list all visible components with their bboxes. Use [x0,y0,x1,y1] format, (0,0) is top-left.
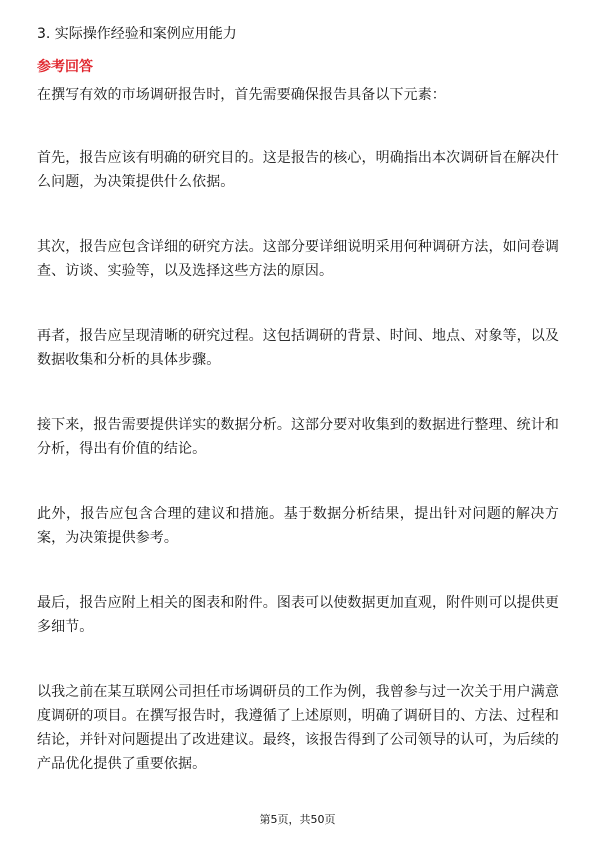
answer-paragraph-intro: 在撰写有效的市场调研报告时，首先需要确保报告具备以下元素： [37,87,446,103]
answer-label: 参考回答 [37,59,93,75]
page-number: 第5页，共50页 [259,813,336,826]
answer-paragraph-process: 再者，报告应呈现清晰的研究过程。这包括调研的背景、时间、地点、对象等，以及数据收集和分析的具体步骤。 [37,328,559,368]
answer-paragraph-suggestions: 此外，报告应包含合理的建议和措施。基于数据分析结果，提出针对问题的解决方案，为决策提供参考。 [37,506,559,546]
answer-paragraph-attachments: 最后，报告应附上相关的图表和附件。图表可以使数据更加直观，附件则可以提供更多细节。 [37,595,559,635]
answer-paragraph-example: 以我之前在某互联网公司担任市场调研员的工作为例，我曾参与过一次关于用户满意度调研的项目。在撰写报告时，我遵循了上述原则，明确了调研目的、方法、过程和结论，并针对问题提出了改进建议。最终，该报告得到了公司领导的认可，为后续的产品优化提供了重要依据。 [37,684,559,772]
answer-paragraph-analysis: 接下来，报告需要提供详实的数据分析。这部分要对收集到的数据进行整理、统计和分析，得出有价值的结论。 [37,417,559,457]
question-title: 3. 实际操作经验和案例应用能力 [37,26,237,42]
page-content [37,24,559,817]
answer-paragraph-method: 其次，报告应包含详细的研究方法。这部分要详细说明采用何种调研方法，如问卷调查、访谈、实验等，以及选择这些方法的原因。 [37,239,559,279]
answer-paragraph-purpose: 首先，报告应该有明确的研究目的。这是报告的核心，明确指出本次调研旨在解决什么问题，为决策提供什么依据。 [37,150,559,190]
